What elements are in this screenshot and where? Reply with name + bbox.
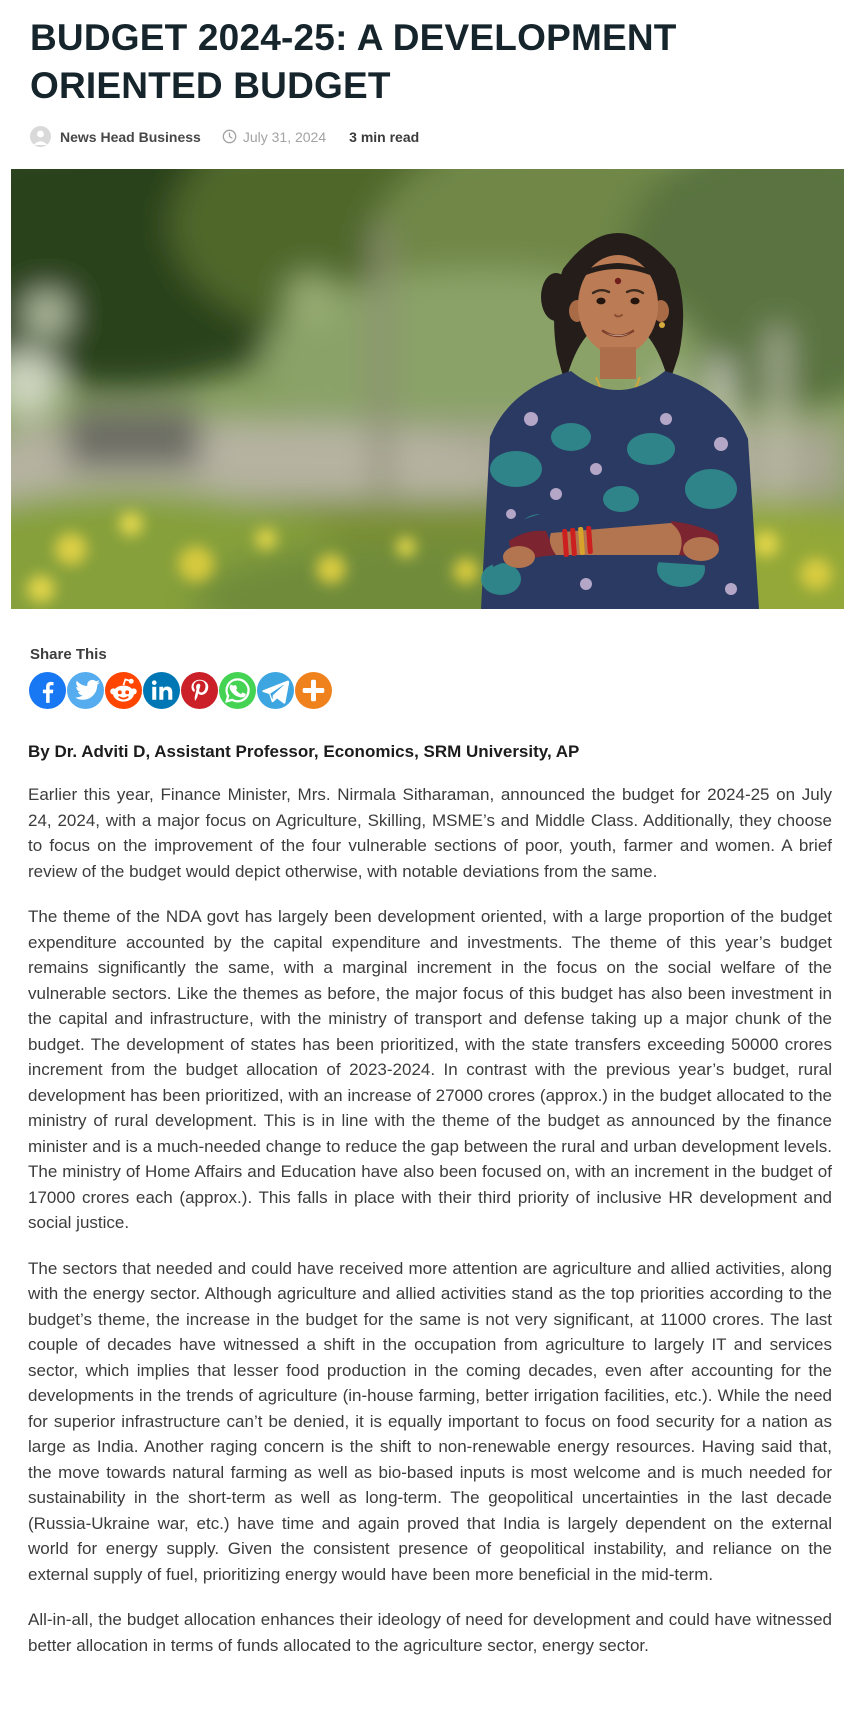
article-paragraph: All-in-all, the budget allocation enhances their ideology of need for development and could have witnessed better allocation in terms of funds allocated to the agriculture sector, energy sector.: [28, 1610, 832, 1655]
person-icon: [30, 126, 51, 147]
share-more-button[interactable]: [295, 672, 332, 709]
share-facebook-button[interactable]: [29, 672, 66, 709]
share-twitter-button[interactable]: [67, 672, 104, 709]
page-title: [30, 14, 828, 110]
clock-icon: [222, 129, 237, 144]
author-avatar: [30, 126, 51, 147]
hero-image-illustration: [11, 169, 844, 609]
reddit-icon: [105, 672, 142, 709]
share-this-label: Share This: [30, 646, 107, 663]
article-byline: By Dr. Adviti D, Assistant Professor, Economics, SRM University, AP: [28, 742, 580, 761]
read-time: 3 min read: [349, 128, 420, 145]
article-paragraph: The theme of the NDA govt has largely been development oriented, with a large proportion of the budget expenditure accounted by the capital expenditure and investments. The theme of this year’s budget remains significantly the same, with a marginal increment in the focus on the social welfare of the vulnerable sectors. Like the themes as before, the major focus of this budget has also been investment in the capital and infrastructure, with the ministry of transport and defense taking up a major chunk of the budget. The development of states has been prioritized, with the state transfers exceeding 50000 crores increment from the budget allocation of 2023-2024. In contrast with the previous year’s budget, rural development has been prioritized, with an increase of 27000 crores (approx.) in the budget allocated to the ministry of rural development. This is in line with the theme of the budget as announced by the finance minister and is a much-needed change to reduce the gap between the rural and urban development levels. The ministry of Home Affairs and Education have also been focused on, with an increment in the budget of 17000 crores each (approx.). This falls in place with their third priority of inclusive HR development and social justice.: [28, 907, 832, 1232]
share-telegram-button[interactable]: [257, 672, 294, 709]
page-title-line2: ORIENTED BUDGET: [30, 65, 391, 106]
share-pinterest-button[interactable]: [181, 672, 218, 709]
share-reddit-button[interactable]: [105, 672, 142, 709]
twitter-icon: [67, 672, 104, 709]
telegram-icon: [257, 672, 294, 709]
article-body: [28, 782, 832, 1658]
share-whatsapp-button[interactable]: [219, 672, 256, 709]
share-buttons-row: [29, 672, 858, 709]
article-paragraph: Earlier this year, Finance Minister, Mrs. Nirmala Sitharaman, announced the budget for 2024-25 on July 24, 2024, with a major focus on Agriculture, Skilling, MSME’s and Middle Class. Additionally, they choose to focus on the improvement of the four vulnerable sections of poor, youth, farmer and women. A brief review of the budget would depict otherwise, with notable deviations from the same.: [28, 785, 832, 881]
share-linkedin-button[interactable]: [143, 672, 180, 709]
author-meta-row: [30, 126, 828, 147]
whatsapp-icon: [219, 672, 256, 709]
pinterest-icon: [181, 672, 218, 709]
page-title-line1: BUDGET 2024-25: A DEVELOPMENT: [30, 17, 677, 58]
article-paragraph: The sectors that needed and could have received more attention are agriculture and allied activities, along with the energy sector. Although agriculture and allied activities stand as the top priorities according to the budget’s theme, the increase in the budget for the same is not very significant, at 11000 crores. The last couple of decades have witnessed a shift in the occupation from agriculture to largely IT and services sector, which implies that lesser food production in the coming decades, even after accounting for the developments in the trends of agriculture (in-house farming, better irrigation facilities, etc.). While the need for superior infrastructure can’t be denied, it is equally important to focus on food security for a nation as large as India. Another raging concern is the shift to non-renewable energy resources. Having said that, the move towards natural farming as well as bio-based inputs is most welcome and is much needed for sustainability in the short-term as well as long-term. The geopolitical uncertainties in the last decade (Russia-Ukraine war, etc.) have time and again proved that India is largely dependent on the external world for energy supply. Given the consistent presence of geopolitical instability, and reliance on the external supply of fuel, prioritizing energy would have been more beneficial in the mid-term.: [28, 1258, 832, 1584]
post-date: July 31, 2024: [242, 128, 327, 145]
author-name[interactable]: News Head Business: [60, 128, 201, 145]
facebook-icon: [29, 672, 66, 709]
post-date-group: [222, 129, 326, 145]
hero-image: [11, 169, 844, 609]
plus-icon: [295, 672, 332, 709]
linkedin-icon: [143, 672, 180, 709]
